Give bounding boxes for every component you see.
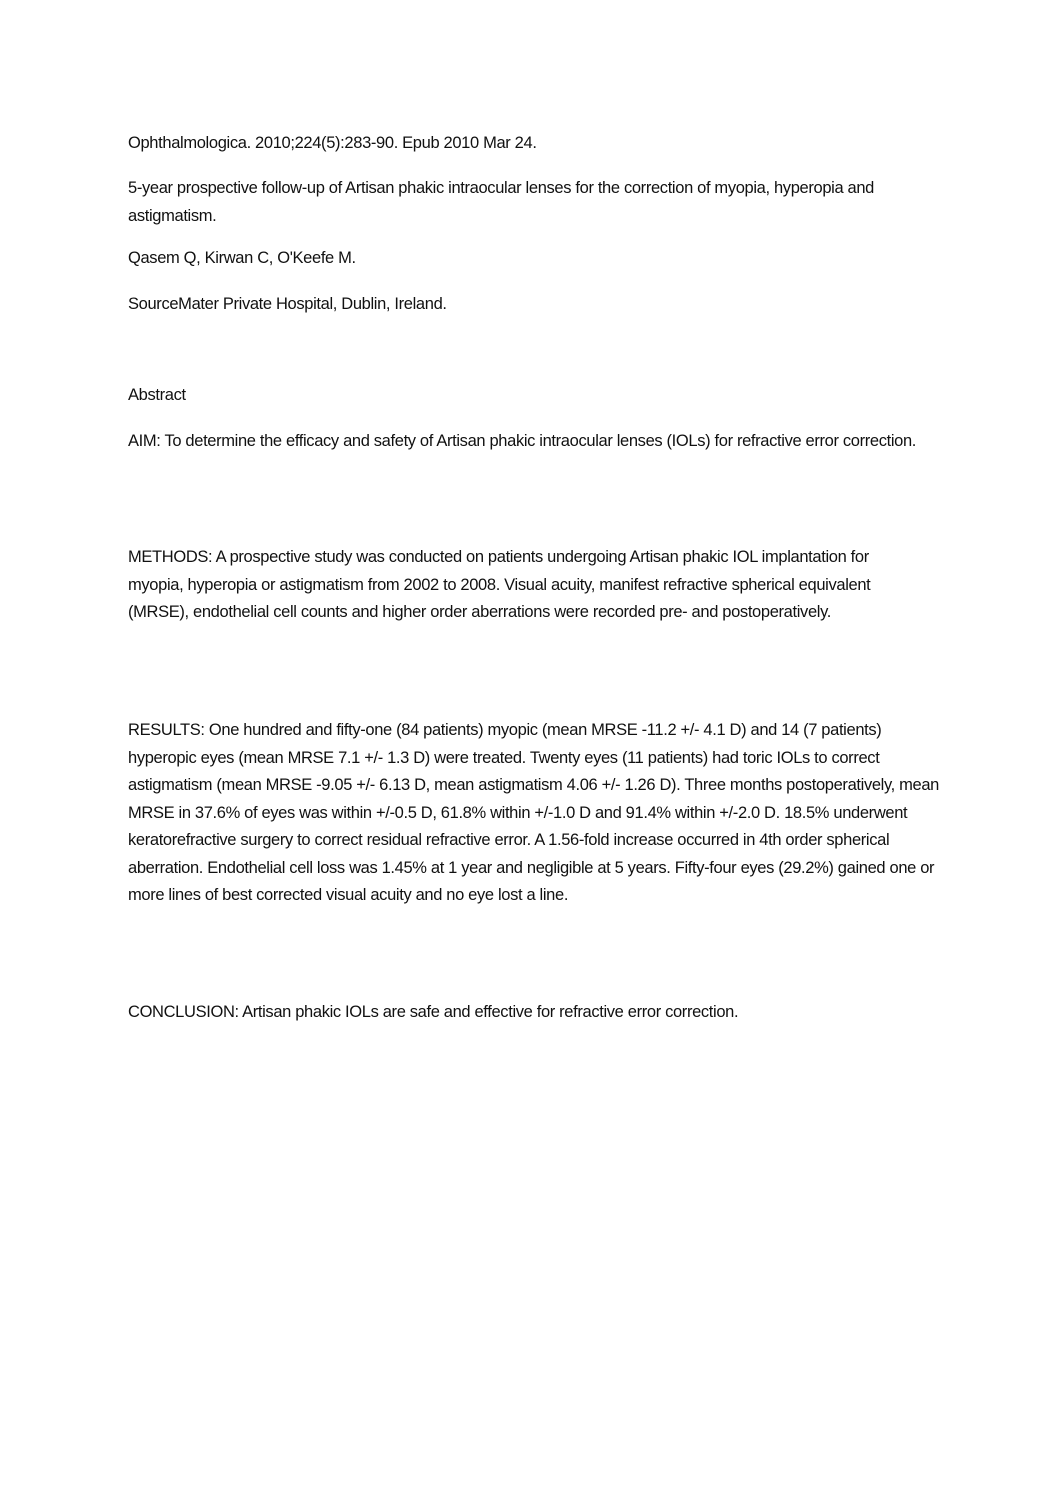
authors: Qasem Q, Kirwan C, O'Keefe M. [128, 249, 356, 267]
abstract-conclusion: CONCLUSION: Artisan phakic IOLs are safe and effective for refractive error correction. [128, 1003, 739, 1021]
abstract-methods: METHODS: A prospective study was conducted on patients undergoing Artisan phakic IOL implantation for myopia, hyperopia or astigmatism from 2002 to 2008. Visual acuity, manifest refractive spherical equivalent (MRSE), endothelial cell counts and higher order aberrations were recorded pre- and postoperatively. [128, 548, 871, 621]
abstract-aim: AIM: To determine the efficacy and safety of Artisan phakic intraocular lenses (IOLs) for refractive error correction. [128, 432, 917, 450]
article-title: 5-year prospective follow-up of Artisan phakic intraocular lenses for the correction of myopia, hyperopia and astigmatism. [128, 179, 875, 225]
citation: Ophthalmologica. 2010;224(5):283-90. Epub 2010 Mar 24. [128, 134, 537, 152]
abstract-results: RESULTS: One hundred and fifty-one (84 patients) myopic (mean MRSE -11.2 +/- 4.1 D) and 14 (7 patients) hyperopic eyes (mean MRSE 7.1 +/- 1.3 D) were treated. Twenty eyes (11 patients) had toric IOLs to correct astigmatism (mean MRSE -9.05 +/- 6.13 D, mean astigmatism 4.06 +/- 1.26 D). Three months postoperatively, mean MRSE in 37.6% of eyes was within +/-0.5 D, 61.8% within +/-1.0 D and 91.4% within +/-2.0 D. 18.5% underwent keratorefractive surgery to correct residual refractive error. A 1.56-fold increase occurred in 4th order spherical aberration. Endothelial cell loss was 1.45% at 1 year and negligible at 5 years. Fifty-four eyes (29.2%) gained one or more lines of best corrected visual acuity and no eye lost a line. [128, 721, 940, 904]
abstract-heading: Abstract [128, 386, 186, 404]
affiliation: SourceMater Private Hospital, Dublin, Ireland. [128, 295, 447, 313]
